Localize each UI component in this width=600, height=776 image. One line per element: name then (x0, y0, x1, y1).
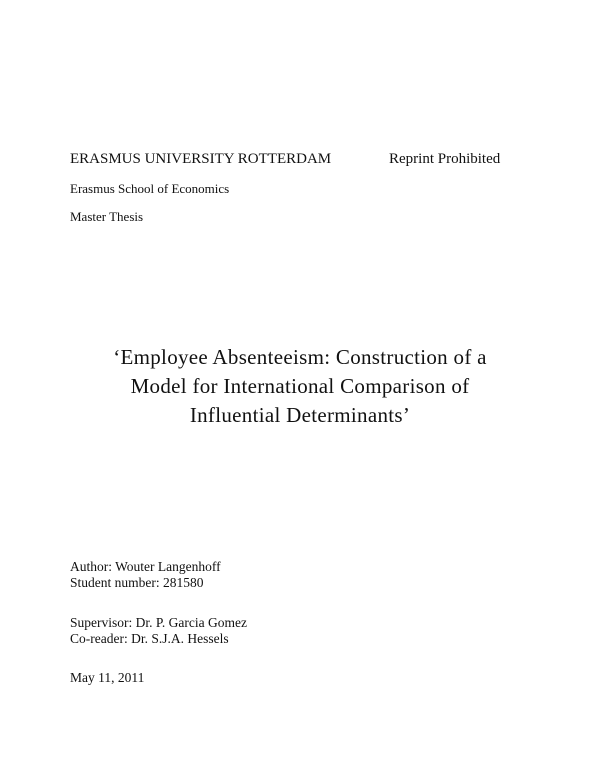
title-line: Model for International Comparison of (130, 374, 470, 398)
submission-date: May 11, 2011 (70, 670, 145, 685)
reprint-notice: Reprint Prohibited (389, 151, 501, 167)
coreader-line: Co-reader: Dr. S.J.A. Hessels (70, 631, 229, 646)
title-line: Influential Determinants’ (189, 403, 411, 427)
title-line: ‘Employee Absenteeism: Construction of a (113, 345, 487, 369)
thesis-title (0, 343, 600, 430)
author-line: Author: Wouter Langenhoff (70, 559, 221, 574)
student-number-line: Student number: 281580 (70, 575, 204, 590)
supervisor-line: Supervisor: Dr. P. Garcia Gomez (70, 615, 247, 630)
university-name: ERASMUS UNIVERSITY ROTTERDAM (70, 151, 332, 167)
degree-type: Master Thesis (70, 209, 144, 224)
school-name: Erasmus School of Economics (70, 181, 230, 196)
